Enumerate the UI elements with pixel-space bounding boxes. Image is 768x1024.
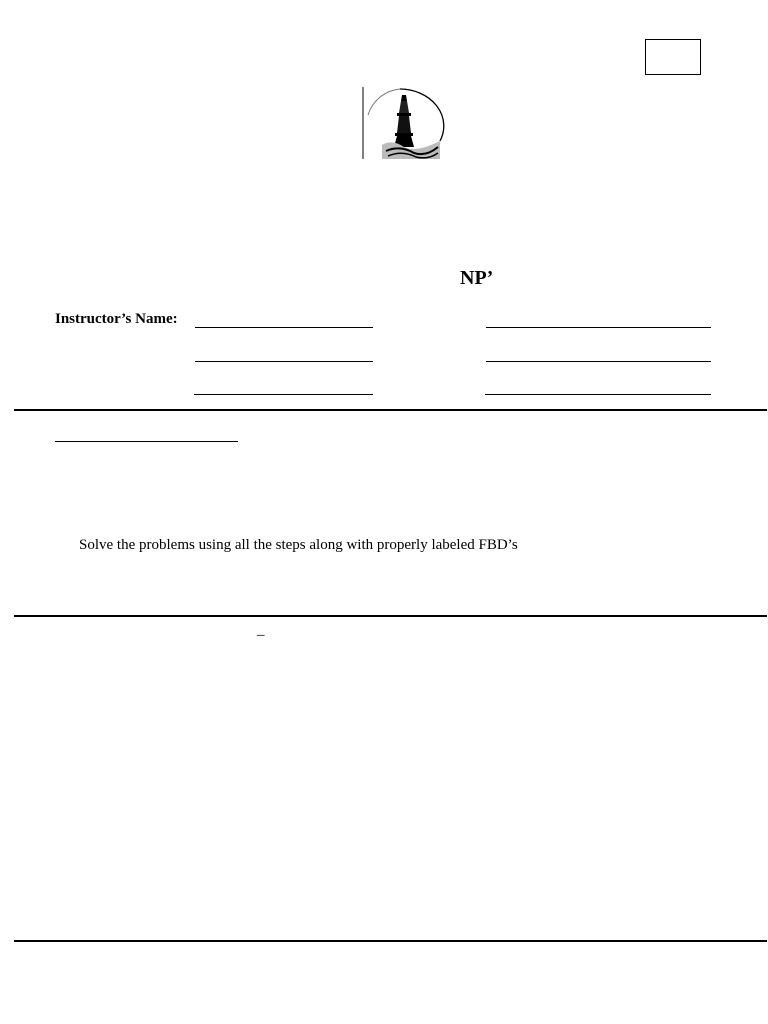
info-field-right-1[interactable] bbox=[486, 327, 711, 328]
info-field-left-3[interactable] bbox=[194, 394, 373, 395]
instructions-text: Solve the problems using all the steps along with properly labeled FBD’s bbox=[79, 537, 518, 553]
instructor-name-field[interactable] bbox=[195, 327, 373, 328]
info-field-right-2[interactable] bbox=[486, 361, 711, 362]
minaret-seal-icon bbox=[360, 85, 450, 163]
section-heading-underline bbox=[55, 441, 238, 442]
instructor-name-label: Instructor’s Name: bbox=[55, 311, 178, 327]
section-divider bbox=[14, 615, 767, 617]
info-field-left-2[interactable] bbox=[195, 361, 373, 362]
info-field-right-3[interactable] bbox=[485, 394, 711, 395]
section-divider bbox=[14, 940, 767, 942]
question-dash: – bbox=[257, 627, 265, 643]
section-divider bbox=[14, 409, 767, 411]
score-box bbox=[645, 39, 701, 75]
document-title-fragment: NP’ bbox=[460, 267, 494, 289]
university-logo bbox=[360, 85, 450, 163]
